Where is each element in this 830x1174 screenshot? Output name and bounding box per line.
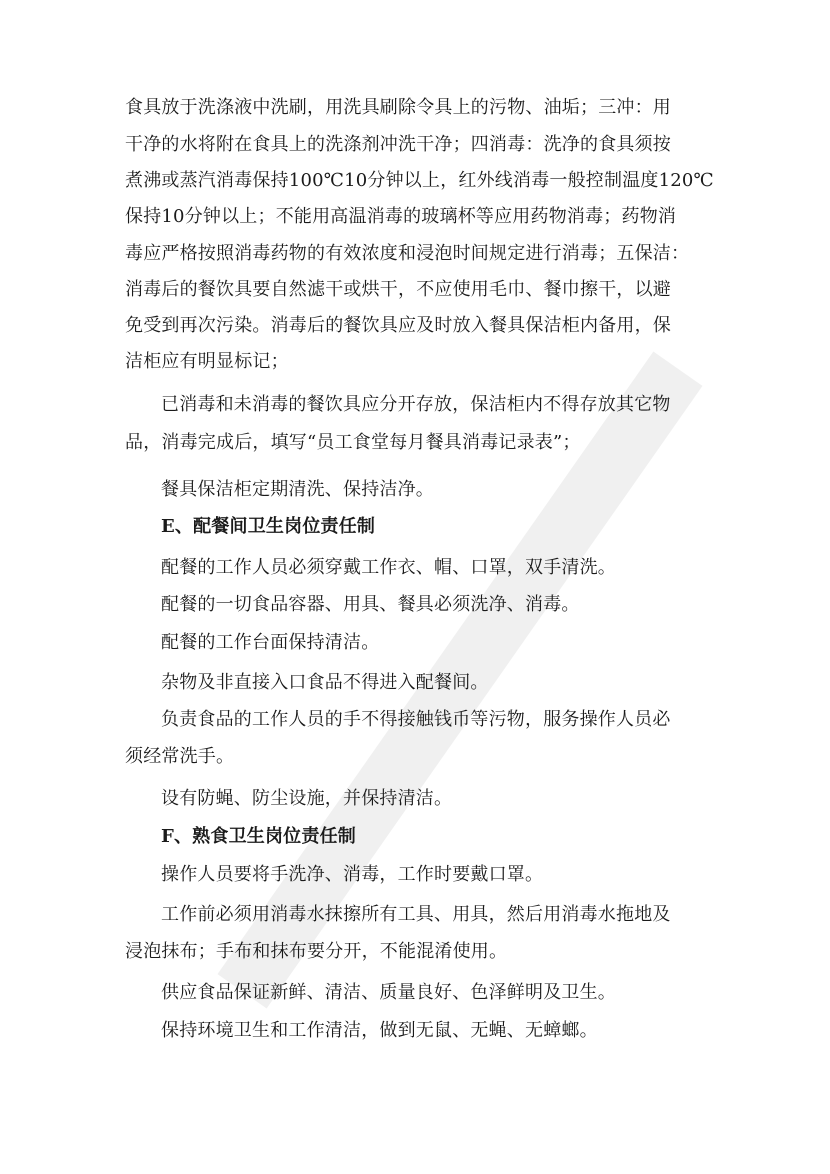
text-line: 毒应严格按照消毒药物的有效浓度和浸泡时间规定进行消毒；五保洁： <box>125 243 690 264</box>
text-line: 保持环境卫生和工作清洁，做到无鼠、无蝇、无蟑螂。 <box>161 1020 598 1041</box>
text-line: 煮沸或蒸汽消毒保持100℃10分钟以上，红外线消毒一般控制温度120℃ <box>125 170 714 191</box>
text-line: 须经常洗手。 <box>125 746 235 767</box>
text-line: 供应食品保证新鲜、清洁、质量良好、色泽鲜明及卫生。 <box>161 982 616 1003</box>
text-line: 品，消毒完成后，填写“员工食堂每月餐具消毒记录表”； <box>125 432 581 453</box>
section-heading: F、熟食卫生岗位责任制 <box>161 826 356 847</box>
text-line: 杂物及非直接入口食品不得进入配餐间。 <box>161 672 489 693</box>
text-line: 操作人员要将手洗净、消毒，工作时要戴口罩。 <box>161 864 544 885</box>
text-line: 洁柜应有明显标记； <box>125 351 289 372</box>
text-line: 餐具保洁柜定期清洗、保持洁净。 <box>161 479 434 500</box>
text-line: 已消毒和未消毒的餐饮具应分开存放，保洁柜内不得存放其它物 <box>161 394 671 415</box>
text-line: 配餐的工作台面保持清洁。 <box>161 632 380 653</box>
text-line: 配餐的工作人员必须穿戴工作衣、帽、口罩，双手清洗。 <box>161 557 616 578</box>
text-line: 食具放于洗涤液中洗刷，用洗具刷除令具上的污物、油垢；三冲：用 <box>125 97 671 118</box>
text-line: 设有防蝇、防尘设施，并保持清洁。 <box>161 788 453 809</box>
section-heading: E、配餐间卫生岗位责任制 <box>161 516 376 537</box>
text-line: 配餐的一切食品容器、用具、餐具必须洗净、消毒。 <box>161 594 580 615</box>
text-line: 干净的水将附在食具上的洗涤剂冲洗干净；四消毒：洗净的食具须按 <box>125 134 671 155</box>
text-line: 免受到再次污染。消毒后的餐饮具应及时放入餐具保洁柜内备用，保 <box>125 315 671 336</box>
text-line: 消毒后的餐饮具要自然滤干或烘干，不应使用毛巾、餐巾擦干，以避 <box>125 279 671 300</box>
text-line: 负责食品的工作人员的手不得接触钱币等污物，服务操作人员必 <box>161 709 671 730</box>
text-line: 保持10分钟以上；不能用高温消毒的玻璃杯等应用药物消毒；药物消 <box>125 206 677 227</box>
text-line: 浸泡抹布；手布和抹布要分开，不能混淆使用。 <box>125 941 508 962</box>
text-line: 工作前必须用消毒水抹擦所有工具、用具，然后用消毒水拖地及 <box>161 904 671 925</box>
